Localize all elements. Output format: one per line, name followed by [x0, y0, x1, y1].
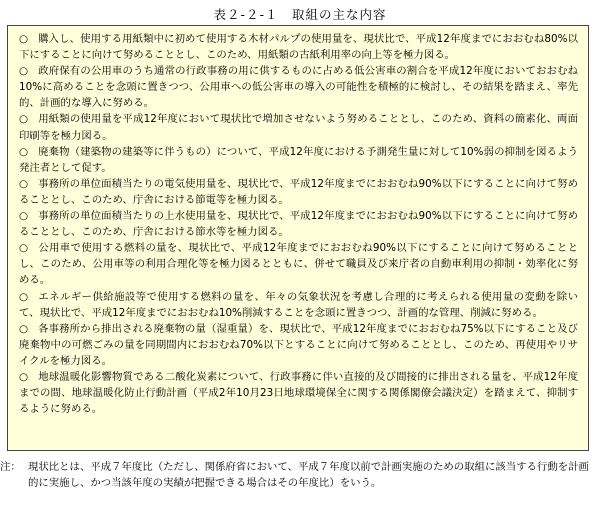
- list-item: [19, 176, 578, 208]
- bullet-icon: ○: [19, 177, 29, 190]
- list-item-text: 廃棄物（建築物の建築等に伴うもの）について、平成12年度における予測発生量に対して10%弱の抑制を図るよう発注者として促す。: [19, 145, 578, 174]
- list-item: [19, 208, 578, 240]
- bullet-icon: ○: [19, 33, 29, 45]
- list-item-text: 地球温暖化影響物質である二酸化炭素について、行政事務に伴い直接的及び間接的に排出される量を、平成12年度までの間、地球温暖化防止行動計画（平成2年10月23日地球環境保全に関する関係閣僚会議決定）を踏まえて、抑制するように努める。: [19, 370, 578, 416]
- list-item: [19, 369, 578, 417]
- bullet-icon: ○: [19, 65, 29, 78]
- bullet-icon: ○: [19, 113, 29, 126]
- bullet-icon: ○: [19, 290, 29, 303]
- list-item: [19, 144, 578, 176]
- bullet-icon: ○: [19, 145, 29, 158]
- bullet-icon: ○: [19, 322, 29, 335]
- list-item: [19, 63, 578, 111]
- list-item: [19, 240, 578, 288]
- list-item: [19, 31, 578, 63]
- list-item-text: 用紙類の使用量を平成12年度において現状比で増加させないよう努めることとし、このため、資料の簡素化、両面印刷等を極力図る。: [19, 113, 578, 142]
- list-item-text: 事務所の単位面積当たりの上水使用量を、現状比で、平成12年度までにおおむね90%以下にすることに向けて努めることとし、このため、庁舎における節水等を極力図る。: [19, 210, 578, 239]
- list-item-text: エネルギー供給施設等で使用する燃料の量を、年々の気象状況を考慮し合理的に考えられる使用量の変動を除いて、現状比で、平成12年度までにおおむね10%削減することを念頭に置きつつ、計画的な管理、削減に努める。: [19, 290, 578, 319]
- list-item: [19, 289, 578, 321]
- list-item-text: 事務所の単位面積当たりの電気使用量を、現状比で、平成12年度までにおおむね90%以下にすることに向けて努めることとし、このため、庁舎における節電等を極力図る。: [19, 177, 578, 206]
- list-item: [19, 111, 578, 143]
- content-box: [7, 25, 589, 451]
- bullet-icon: ○: [19, 242, 29, 255]
- list-item: [19, 321, 578, 369]
- list-item-text: 購入し、使用する用紙類中に初めて使用する木材パルプの使用量を、現状比で、平成12年度までにおおむね80%以下にすることに向けて努めることとし、このため、用紙類の古紙利用率の向上等を極力図る。: [19, 33, 578, 62]
- footnote-label: 注：: [0, 461, 21, 473]
- list-item-text: 公用車で使用する燃料の量を、現状比で、平成12年度までにおおむね90%以下にすることに向けて努めることとし、このため、公用車等の利用合理化等を極力図るとともに、併せて職員及び来庁者の自動車利用の抑制・効率化に努める。: [19, 242, 578, 287]
- footnote-text: 現状比とは、平成７年度比（ただし、関係府省において、平成７年度以前で計画実施のための取組に該当する行動を計画的に実施し、かつ当該年度の実績が把握できる場合はその年度比）をいう。: [28, 461, 589, 489]
- bullet-icon: ○: [19, 370, 29, 383]
- bullet-icon: ○: [19, 210, 29, 223]
- list-item-text: 政府保有の公用車のうち通常の行政事務の用に供するものに占める低公害車の割合を平成12年度においておおむね10%に高めることを念頭に置きつつ、公用車への低公害車の導入の可能性を積極的に検討し、その結果を踏まえ、率先的、計画的な導入に努める。: [19, 65, 578, 110]
- list-item-text: 各事務所から排出される廃棄物の量（湿重量）を、現状比で、平成12年度までにおおむね75%以下にすること及び廃棄物中の可燃ごみの量を同期間内におおむね70%以下とすることに向けて努めることとし、このため、再使用やリサイクルを極力図る。: [19, 322, 578, 367]
- table-title: 表２-２-１ 取組の主な内容: [213, 7, 387, 22]
